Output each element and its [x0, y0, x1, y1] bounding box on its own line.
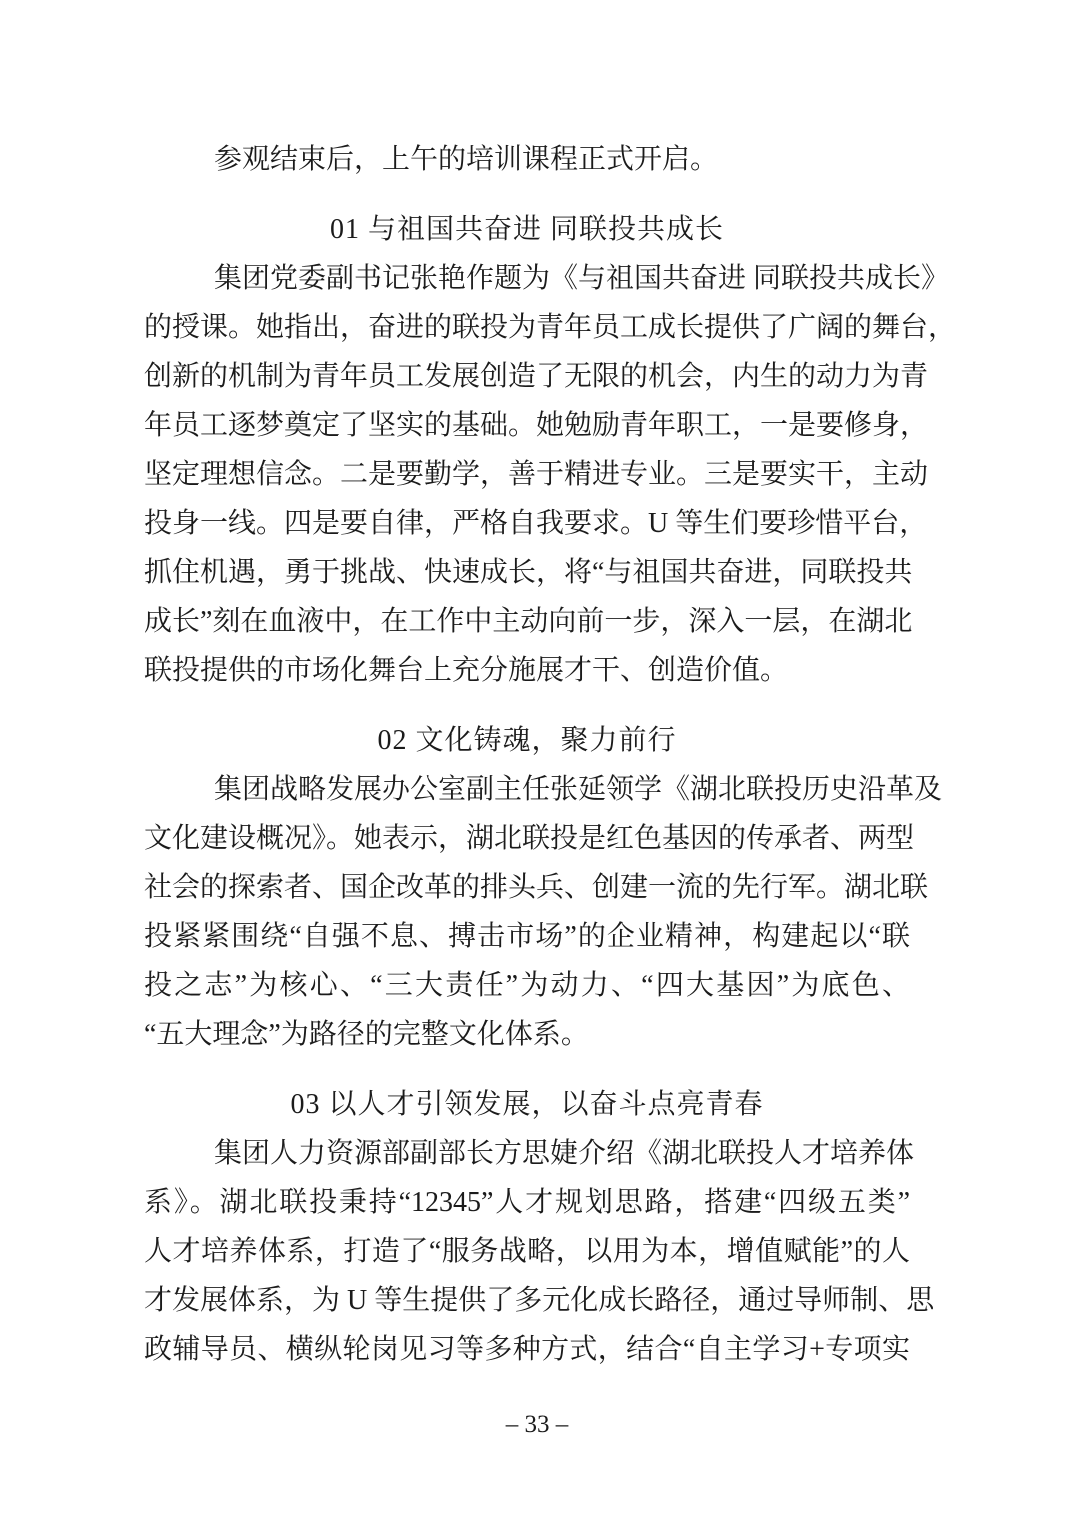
text-line: 社会的探索者、国企改革的排头兵、创建一流的先行军。湖北联	[144, 872, 929, 903]
text-line: 人才培养体系，打造了“服务战略，以用为本，增值赋能”的人	[144, 1236, 910, 1267]
section-03-paragraph	[144, 1129, 935, 1374]
section-01-paragraph	[144, 254, 957, 695]
text-line: 成长”刻在血液中，在工作中主动向前一步，深入一层，在湖北	[144, 606, 913, 637]
text-line: 联投提供的市场化舞台上充分施展才干、创造价值。	[144, 655, 789, 686]
text-line: 参观结束后，上午的培训课程正式开启。	[214, 144, 719, 175]
text-line: 集团人力资源部副部长方思婕介绍《湖北联投人才培养体	[214, 1138, 915, 1169]
text-line: 投紧紧围绕“自强不息、搏击市场”的企业精神，构建起以“联	[144, 921, 910, 952]
text-line: 投身一线。四是要自律，严格自我要求。U 等生们要珍惜平台，	[144, 508, 928, 539]
text-line: 坚定理想信念。二是要勤学，善于精进专业。三是要实干，主动	[144, 459, 929, 490]
section-02-paragraph	[144, 765, 943, 1059]
text-line: 年员工逐梦奠定了坚实的基础。她勉励青年职工，一是要修身，	[144, 410, 929, 441]
text-line: 政辅导员、横纵轮岗见习等多种方式，结合“自主学习+专项实	[144, 1334, 910, 1365]
text-line: 的授课。她指出，奋进的联投为青年员工成长提供了广阔的舞台，	[144, 312, 957, 343]
text-line: 投之志”为核心、“三大责任”为动力、“四大基因”为底色、	[144, 970, 910, 1001]
text-line: “五大理念”为路径的完整文化体系。	[144, 1019, 589, 1050]
document-body	[144, 135, 957, 1374]
text-line: 集团战略发展办公室副主任张延领学《湖北联投历史沿革及	[214, 774, 943, 805]
section-heading-03: 03 以人才引领发展，以奋斗点亮青春	[290, 1089, 764, 1120]
text-line: 集团党委副书记张艳作题为《与祖国共奋进 同联投共成长》	[214, 263, 950, 294]
text-line: 抓住机遇，勇于挑战、快速成长，将“与祖国共奋进，同联投共	[144, 557, 913, 588]
section-heading-02: 02 文化铸魂，聚力前行	[377, 725, 677, 756]
intro-paragraph	[144, 135, 910, 184]
text-line: 才发展体系，为 U 等生提供了多元化成长路径，通过导师制、思	[144, 1285, 935, 1316]
text-line: 系》。湖北联投秉持“12345”人才规划思路，搭建“四级五类”	[144, 1187, 910, 1218]
text-line: 文化建设概况》。她表示，湖北联投是红色基因的传承者、两型	[144, 823, 915, 854]
page-number: – 33 –	[505, 1411, 569, 1438]
text-line: 创新的机制为青年员工发展创造了无限的机会，内生的动力为青	[144, 361, 929, 392]
section-heading-01: 01 与祖国共奋进 同联投共成长	[329, 214, 724, 245]
